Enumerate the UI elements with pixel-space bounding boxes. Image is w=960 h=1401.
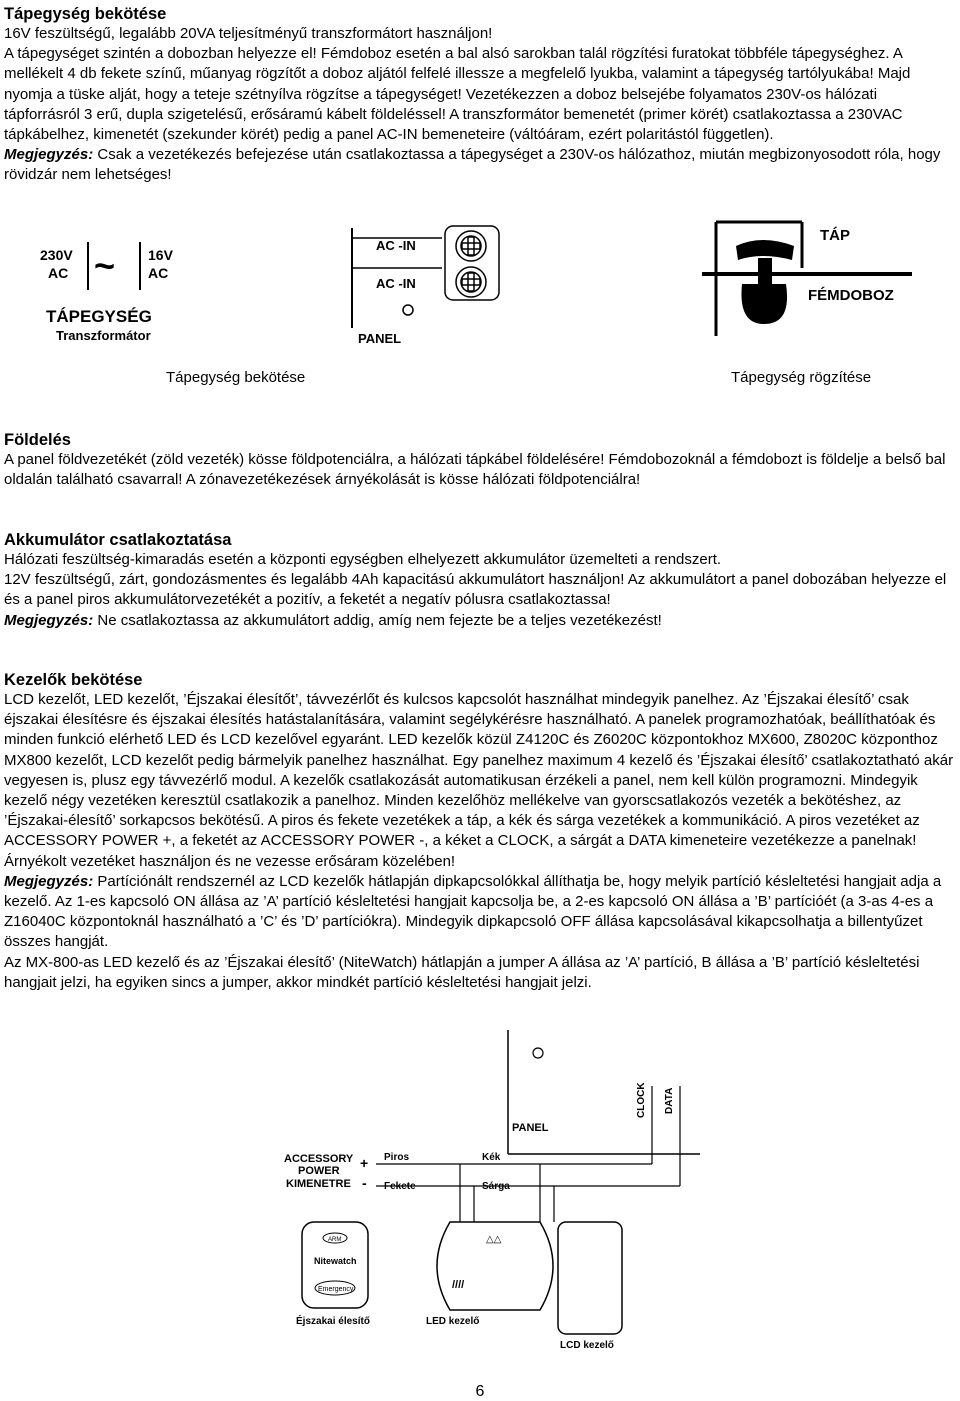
emergency-label: Emergency: [318, 1286, 354, 1293]
led-display: ////: [452, 1279, 465, 1291]
battery-line2: 12V feszültségű, zárt, gondozásmentes és legalább 4Ah kapacitású akkumulátort használjon! Az akkumulátort a panel dobozában helyezze el és a panel piros akkumulátorvezetékét a pozitív, a feketét a negatív pólusra csatlakoztassa!: [4, 571, 947, 609]
screw-terminal-icon-1: [456, 231, 486, 261]
psu-title: TÁPEGYSÉG: [46, 307, 152, 326]
led-keypad-device: [437, 1222, 553, 1310]
page-number: 6: [475, 1383, 485, 1400]
heading-battery: Akkumulátor csatlakoztatása: [4, 531, 232, 549]
power-line2: A tápegységet szintén a dobozban helyezze el! Fémdoboz esetén a bal alsó sarokban talál rögzítési furatokat többféle tápegységhez. A mellékelt 4 db fekete színű, műanyag rögzítőt a doboz aljától felfelé illessze a megfelelő lyukba, valamint a tápegység tartólyukába! Majd nyomja a tüske alját, hogy a teteje szétnyílva rögzítse a tápegységet! Vezetékezzen a doboz belsejébe folyamatos 230V-os hálózati tápforrásról 3 erű, dupla szigetelésű, erősáramú kábelt földeléssel! A transzformátor bemenetét (primer körét) csatlakoztassa a 230VAC tápkábelhez, kimenetét (szekunder körét) pedig a panel AC-IN bemeneteire (váltóáram, ezért polaritástól független).: [4, 45, 911, 144]
note-text: Ne csatlakoztassa az akkumulátort addig, amíg nem fejezte be a teljes vezetékezést!: [93, 611, 662, 629]
panel-label-top: PANEL: [358, 331, 402, 346]
wire-blue-label: Kék: [482, 1152, 501, 1163]
heading-ground: Földelés: [4, 431, 71, 449]
heading-keypads: Kezelők bekötése: [4, 671, 143, 689]
label-ac-left: AC: [48, 265, 69, 281]
keypads-text1: LCD kezelőt, LED kezelőt, ’Éjszakai élesítőt’, távvezérlőt és kulcsos kapcsolót használhat mindegyik panelhez. Az ’Éjszakai élesítő’ csak éjszakai élesítésre és éjszakai élesítés hatástalanítására, valamint segélykérésre használható. A panelek programozhatóak, beállíthatóak és minden funkció elérhető LED és LCD kezelővel egyaránt. LED kezelők közül Z4120C és Z6020C központokhoz MX600, Z8020C központhoz MX800 kezelőt, LCD kezelőt pedig bármelyik panelhez használhat. Egy panelhez maximum 4 kezelő és ’Éjszakai élesítő’ csatlakoztatható akár vegyesen is, plusz egy távvezérlő modul. A kezelők csatlakozását automatikusan érzékeli a panel, nem kell külön programozni. Mindegyik kezelő négy vezetéken keresztül csatlakozik a panelhoz. Minden kezelőhöz mellékelve van gyorscsatlakozós vezeték a bekötéshez, az ’Éjszakai-élesítő’ sorkapcsos bekötésű. A piros és fekete vezetékek a táp, a kék és sárga vezetékek a kommunikáció. A piros vezetéket az ACCESSORY POWER +, a feketét az ACCESSORY POWER -, a kéket a CLOCK, a sárgát a DATA kimeneteire vezetékezze a panelnak! Árnyékolt vezetéket használjon és ne vezesse erősáram közelében!: [4, 691, 954, 870]
minus-sign: -: [362, 1175, 367, 1191]
note-label: Megjegyzés:: [4, 872, 94, 890]
section-battery: [4, 530, 956, 631]
night-arm-device: [302, 1222, 368, 1308]
night-arm-label: Éjszakai élesítő: [296, 1316, 370, 1327]
panel-label: PANEL: [512, 1122, 549, 1134]
accessory-label-3: KIMENETRE: [286, 1178, 351, 1190]
section-power: [4, 4, 956, 186]
caption-power-wiring: Tápegység bekötése: [166, 369, 306, 386]
led-indicator-icon: △△: [486, 1234, 502, 1245]
accessory-label-1: ACCESSORY: [284, 1153, 354, 1165]
transformer-symbol: ~: [94, 245, 116, 286]
label-tap: TÁP: [820, 227, 850, 244]
note-label: Megjegyzés:: [4, 611, 94, 629]
plus-sign: +: [360, 1155, 369, 1171]
section-ground: [4, 430, 956, 490]
heading-power: Tápegység bekötése: [4, 5, 167, 23]
accessory-label-2: POWER: [298, 1165, 340, 1177]
lcd-keypad-device: [558, 1222, 622, 1334]
power-note: [4, 145, 956, 185]
psu-subtitle: Transzformátor: [56, 328, 151, 343]
label-fem-box: FÉMDOBOZ: [808, 287, 894, 304]
caption-power-mount: Tápegység rögzítése: [731, 369, 872, 386]
battery-line1: Hálózati feszültség-kimaradás esetén a központi egységben elhelyezett akkumulátor üzemelteti a rendszert.: [4, 551, 722, 568]
power-line1: 16V feszültségű, legalább 20VA teljesítményű transzformátort használjon!: [4, 25, 493, 42]
note-label: Megjegyzés:: [4, 146, 94, 164]
arm-label: ARM: [328, 1237, 342, 1243]
ground-text: A panel földvezetékét (zöld vezeték) kösse földpotenciálra, a hálózati tápkábel földelésére! Fémdobozoknál a fémdobozt is földelje a belső bal oldalán található csavarral! A zónavezetékezések árnyékolását is kösse hálózati földpotenciálra!: [4, 451, 946, 489]
note-text: Csak a vezetékezés befejezése után csatlakoztassa a tápegységet a 230V-os hálózathoz, miután megbizonyosodott róla, hogy rövidzár nem lehetséges!: [4, 146, 941, 184]
note-text: Partíciónált rendszernél az LCD kezelők hátlapján dipkapcsolókkal állíthatja be, hogy melyik partíció késleltetési hangjait adja a kezelő. Az 1-es kapcsoló ON állása az ’A’ partíció késleltetési hangjait kapcsolja be, a 2-es kapcsoló ON állása a ’B’ partícióét (a 3-as 4-es a Z16040C központoknál használható a ’C’ és ’D’ partíciókra). Mindegyik dipkapcsoló OFF állása kapcsolásával kikapcsolhatja a billentyűzet összes hangját.: [4, 872, 942, 951]
screw-terminal-icon-2: [456, 267, 486, 297]
data-label: DATA: [664, 1087, 675, 1114]
wire-yellow-label: Sárga: [482, 1181, 510, 1192]
terminal-block: [443, 224, 503, 304]
ac-in-1: AC -IN: [376, 238, 416, 253]
section-keypads: [4, 670, 956, 993]
keypads-text2: Az MX-800-as LED kezelő és az ’Éjszakai élesítő’ (NiteWatch) hátlapján a jumper A állása az ’A’ partíció, B állása a ’B’ partíció késleltetési hangjait jelzi, ha egyiken sincs a jumper, akkor mindkét partíció késleltetési hangjait jelzi.: [4, 953, 920, 991]
wire-red-label: Piros: [384, 1152, 410, 1163]
power-wiring-diagram: [30, 224, 450, 352]
lcd-keypad-label: LCD kezelő: [560, 1340, 614, 1351]
led-keypad-label: LED kezelő: [426, 1316, 480, 1327]
clock-label: CLOCK: [636, 1082, 647, 1118]
power-mount-diagram: [702, 214, 912, 340]
ac-in-2: AC -IN: [376, 276, 416, 291]
nitewatch-label: Nitewatch: [314, 1256, 357, 1266]
label-230v: 230V: [40, 247, 73, 263]
label-ac-right: AC: [148, 265, 169, 281]
keypads-note: [4, 872, 956, 953]
keypad-wiring-diagram: [280, 1026, 700, 1362]
wire-black-label: Fekete: [384, 1181, 416, 1192]
label-16v: 16V: [148, 247, 173, 263]
battery-note: [4, 611, 956, 631]
